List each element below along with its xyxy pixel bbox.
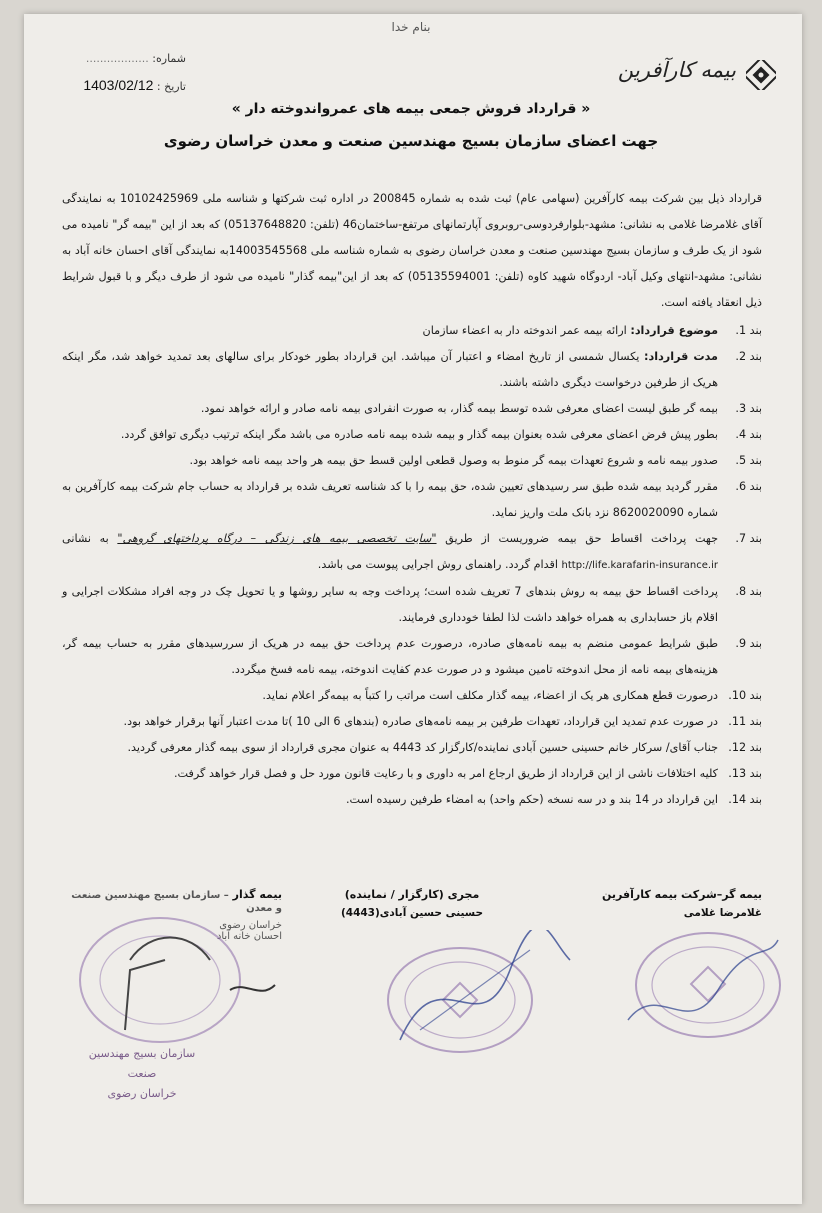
clause-body: جناب آقای/ سرکار خانم حسینی حسین آبادی نماینده/کارگزار کد 4443 به عنوان مجری قرارداد از سوی بیمه گذار معرفی گردید. [127,741,718,754]
clause-text [62,735,718,761]
clause-body: این قرارداد در 14 بند و در سه نسخه (حکم واحد) به امضاء طرفین رسیده است. [345,793,718,806]
clause-number: بند 12. [728,741,762,754]
clause-body: ارائه بیمه عمر اندوخته دار به اعضاء سازمان [422,324,631,337]
clause-number: بند 9. [735,637,762,650]
clause-heading: مدت قرارداد: [644,350,718,363]
clause-text [62,631,718,683]
agent-name: حسینی حسین آبادی(4443) [340,907,484,919]
clause-body: درصورت قطع همکاری هر یک از اعضاء، بیمه گذار مکلف است مراتب را کتباً به بیمه‌گر اعلام نماید. [262,689,718,702]
clause-body: در صورت عدم تمدید این قرارداد، تعهدات طرفین بر بیمه نامه‌های صادره (بندهای 6 الی 10 )تا مدت اعتبار آنها برقرار خواهد بود. [123,715,718,728]
clause-number: بند 8. [735,585,762,598]
clause-body-end: اقدام گردد. راهنمای روش اجرایی پیوست می باشد. [317,558,562,571]
clause-number: بند 1. [735,324,762,337]
contract-subtitle: جهت اعضای سازمان بسیج مهندسین صنعت و معدن خراسان رضوی [163,132,659,150]
clause-text [62,526,718,579]
intro-paragraph: قرارداد ذیل بین شرکت بیمه کارآفرین (سهامی عام) ثبت شده به شماره 200845 در اداره ثبت شرکتها و شناسه ملی 10102425969 به نمایندگی آقای غلامرضا غلامی به نشانی: مشهد-بلوارفردوسی-روبروی آپارتمانهای مرتفع-ساختمان46 (تلفن: 05137648820) که بعد از این "بیمه گر" نامیده می شود از یک طرف و سازمان بسیج مهندسین صنعت و معدن خراسان رضوی به شماره شناسه ملی 14003545568به نمایندگی آقای احسان خانه آباد به نشانی: مشهد-انتهای وکیل آباد- اردوگاه شهید کاوه (تلفن: 05135594001) که بعد از این"بیمه گذار" نامیده می شود از طرف دیگر و با قبول شرایط ذیل انعقاد یافته است. [62,192,762,309]
policyholder-stamp [70,900,290,1050]
clause-item [62,709,762,735]
stamp-caption-line1: سازمان بسیج مهندسین صنعت [88,1047,196,1080]
document-meta [66,52,186,105]
clause-item [62,787,762,813]
clause-body: یکسال شمسی از تاریخ امضاء و اعتبار آن میباشد. این قرارداد بطور خودکار برای سالهای بعد تمدید خواهد شد، مگر اینکه هریک از طرفین درخواست دیگری داشته باشند. [62,350,718,389]
bismillah-heading: بنام خدا [391,20,431,34]
clause-text [62,318,718,344]
clause-body-cont: به نشانی [62,532,118,545]
clause-body: بیمه گر طبق لیست اعضای معرفی شده توسط بیمه گذار، به صورت انفرادی بیمه نامه صادر و ارائه خواهد نمود. [200,402,718,415]
clause-text [62,761,718,787]
clause-number: بند 5. [735,454,762,467]
clause-item [62,735,762,761]
clause-text [62,579,718,631]
clause-body: طبق شرایط عمومی منضم به بیمه نامه‌های صادره، درصورت عدم پرداخت حق بیمه در هریک از سررسیدهای مقرر به حساب بیمه گر، هزینه‌های بیمه نامه از محل اندوخته تامین میشود و در صورت عدم کفایت اندوخته، بیمه نامه فسخ میگردد. [62,637,718,676]
insurer-stamp [618,920,788,1050]
clause-text [62,344,718,396]
stamp-caption [82,1044,202,1104]
clause-item [62,318,762,344]
logo-text: بیمه کارآفرین [617,58,736,82]
clause-body: صدور بیمه نامه و شروع تعهدات بیمه گر منوط به وصول قطعی اولین قسط حق بیمه هر واحد بیمه نامه خواهد بود. [189,454,718,467]
clause-item [62,579,762,631]
clause-text [62,709,718,735]
insurer-name: غلامرضا غلامی [683,907,762,919]
clause-body: پرداخت اقساط حق بیمه به روش بندهای 7 تعریف شده است؛ پرداخت وجه به سایر روشها و یا تحویل چک در وجه افراد مشکلات اجرایی و اقلام باز حسابداری به همراه خواهد داشت لذا لطفا خودداری فرمایند. [62,585,718,624]
contract-title: « قرارداد فروش جمعی بیمه های عمرواندوخته دار » [231,101,591,117]
contract-body [62,186,762,813]
clause-body: جهت پرداخت اقساط حق بیمه ضروریست از طریق [436,532,718,545]
number-dots: .................. [85,52,149,65]
clause-text [62,683,718,709]
policyholder-org2: خراسان رضوی [219,920,282,931]
clause-text [62,448,718,474]
clause-list [62,318,762,813]
clause-item [62,631,762,683]
clause-number: بند 13. [728,767,762,780]
number-line [66,52,186,65]
clause-item [62,344,762,396]
stamp-caption-line2: خراسان رضوی [107,1087,177,1100]
signature-insurer [542,888,762,919]
clause-number: بند 10. [728,689,762,702]
clause-text [62,396,718,422]
clause-number: بند 11. [728,715,762,728]
signature-agent [302,888,522,919]
clause-number: بند 7. [735,532,762,545]
clause-text [62,787,718,813]
date-label: تاریخ : [156,80,186,93]
date-line [66,77,186,93]
company-logo [617,58,776,98]
policyholder-name: احسان خانه آباد [216,931,282,942]
agent-stamp [380,930,580,1060]
clause-number: بند 6. [735,480,762,493]
clause-text [62,474,718,526]
payment-portal-link[interactable]: "سایت تخصصی بیمه های زندگی – درگاه پرداختهای گروهی" [117,532,437,545]
website-url[interactable]: http://life.karafarin-insurance.ir [561,560,718,571]
clause-body: مقرر گردید بیمه شده طبق سر رسیدهای تعیین شده، حق بیمه را با کد شناسه تعریف شده بر قرارداد به حساب جام شرکت بیمه کارآفرین به شماره 8620020090 نزد بانک ملت واریز نماید. [62,480,718,519]
clause-item [62,448,762,474]
policyholder-title: بیمه گذار [232,888,282,901]
clause-text [62,422,718,448]
clause-number: بند 3. [735,402,762,415]
clause-item [62,683,762,709]
clause-item [62,396,762,422]
logo-mark-icon [746,60,776,90]
clause-heading: موضوع قرارداد: [630,324,718,337]
clause-number: بند 14. [728,793,762,806]
insurer-heading: بیمه گر–شرکت بیمه کارآفرین [602,888,762,901]
clause-body: کلیه اختلافات ناشی از این قرارداد از طریق ارجاع امر به داوری و با رعایت قانون مورد حل و فصل قرار خواهد گرفت. [174,767,718,780]
policyholder-org: – سازمان بسیج مهندسین صنعت و معدن [71,890,282,914]
clause-body: بطور پیش فرض اعضای معرفی شده بعنوان بیمه گذار و بیمه شده بیمه نامه صادره می باشد مگر اینکه ترتیب دیگری توافق گردد. [120,428,718,441]
number-label: شماره: [152,52,186,65]
clause-number: بند 2. [735,350,762,363]
clause-item [62,474,762,526]
agent-heading: مجری (کارگزار / نماینده) [344,888,480,901]
clause-item [62,526,762,579]
date-value: 1403/02/12 [83,77,154,93]
clause-item [62,761,762,787]
clause-item [62,422,762,448]
clause-number: بند 4. [735,428,762,441]
